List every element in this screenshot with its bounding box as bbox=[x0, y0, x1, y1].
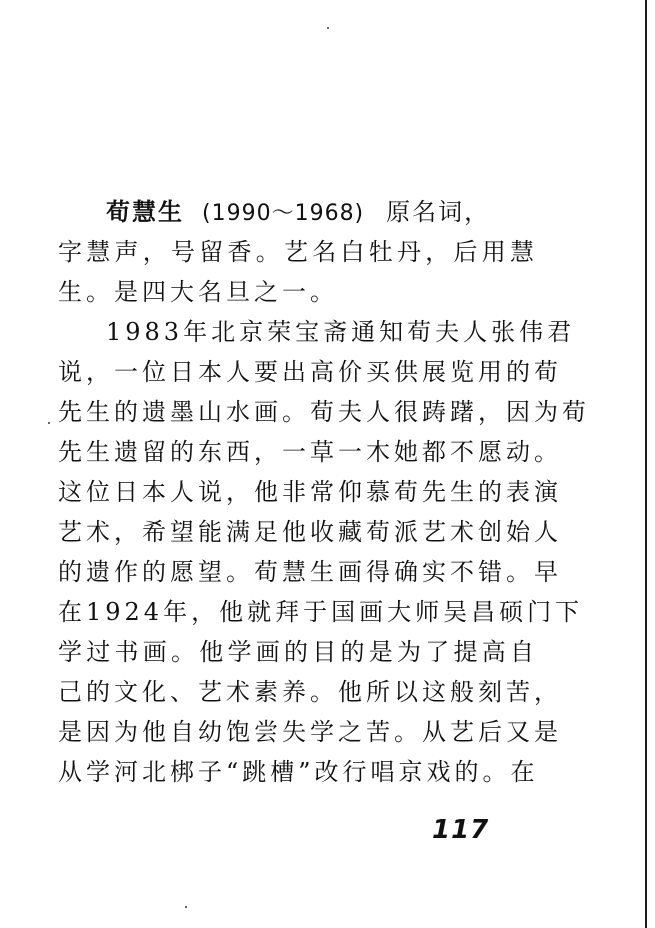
paragraph-first-line: 1983年北京荣宝斋通知荀夫人张伟君 bbox=[106, 318, 576, 346]
page-number: 117 bbox=[432, 815, 490, 845]
entry-header-line bbox=[58, 192, 538, 232]
entry-text bbox=[58, 192, 590, 792]
entry-dates: (1990～1968) bbox=[202, 201, 365, 226]
text-line: 在1924年，他就拜于国画大师吴昌硕门下 bbox=[58, 598, 584, 626]
text-line: 先生遗留的东西，一草一木她都不愿动。 bbox=[58, 438, 562, 466]
text-line: 艺术，希望能满足他收藏荀派艺术创始人 bbox=[58, 518, 562, 546]
entry-intro-first: 原名词， bbox=[386, 198, 491, 226]
page-edge-line bbox=[645, 0, 647, 928]
scan-speck bbox=[185, 906, 187, 908]
scan-speck bbox=[327, 27, 329, 29]
text-line: 从学河北梆子“跳槽”改行唱京戏的。在 bbox=[58, 758, 539, 786]
text-line: 字慧声，号留香。艺名白牡丹，后用慧 bbox=[58, 238, 538, 266]
text-line: 是因为他自幼饱尝失学之苦。从艺后又是 bbox=[58, 718, 562, 746]
scan-speck bbox=[48, 422, 50, 424]
text-line: 的遗作的愿望。荀慧生画得确实不错。早 bbox=[58, 558, 562, 586]
text-line: 学过书画。他学画的目的是为了提高自 bbox=[58, 638, 538, 666]
text-line: 生。是四大名旦之一。 bbox=[58, 278, 338, 306]
text-line: 说，一位日本人要出高价买供展览用的荀 bbox=[58, 358, 562, 386]
text-line: 先生的遗墨山水画。荀夫人很踌躇，因为荀 bbox=[58, 398, 590, 426]
entry-name: 荀慧生 bbox=[106, 197, 184, 226]
text-line: 己的文化、艺术素养。他所以这般刻苦， bbox=[58, 678, 562, 706]
text-line: 这位日本人说，他非常仰慕荀先生的表演 bbox=[58, 478, 562, 506]
